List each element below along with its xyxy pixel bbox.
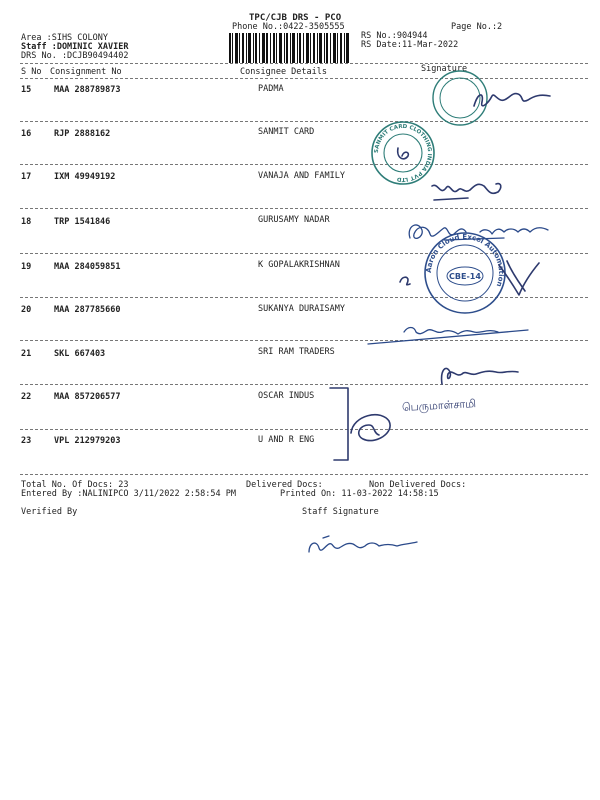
- row-consignee: SANMIT CARD: [258, 127, 315, 137]
- mark-row-19: [396, 272, 416, 288]
- row-consignment: TRP 1541846: [54, 217, 111, 227]
- row-consignee: U AND R ENG: [258, 435, 315, 445]
- row-sno: 23: [21, 436, 32, 446]
- signature-row-23: [345, 405, 415, 455]
- row-sno: 22: [21, 392, 32, 402]
- signature-row-15: [470, 84, 560, 114]
- header-rule-top: [20, 63, 588, 64]
- staff-signature-mark: [305, 532, 445, 562]
- header-rule-bottom: [20, 78, 588, 79]
- row-consignee: SUKANYA DURAISAMY: [258, 304, 345, 314]
- rs-number: RS No.:904944: [361, 31, 428, 41]
- signature-row-20: [368, 318, 538, 348]
- row-consignment: MAA 288789873: [54, 85, 121, 95]
- barcode: [229, 33, 349, 63]
- row-consignee: SRI RAM TRADERS: [258, 347, 335, 357]
- total-docs: Total No. Of Docs: 23: [21, 480, 129, 490]
- signature-row-22-tamil: பெருமாள்சாமி: [401, 397, 477, 414]
- row-sno: 18: [21, 217, 32, 227]
- sanmit-stamp-text: SANMIT CARD CLOTHING INDIA PVT LTD: [373, 123, 433, 183]
- row-sno: 21: [21, 349, 32, 359]
- row-consignee: PADMA: [258, 84, 284, 94]
- row-consignment: VPL 212979203: [54, 436, 121, 446]
- row-divider: [20, 429, 588, 430]
- printed-on: Printed On: 11-03-2022 14:58:15: [280, 489, 439, 499]
- area-label: Area :SIHS COLONY: [21, 33, 108, 43]
- table-bottom-rule: [20, 474, 588, 475]
- row-consignment: IXM 49949192: [54, 172, 116, 182]
- drs-code: TPC/CJB DRS - PCO: [249, 13, 342, 23]
- row-sno: 16: [21, 129, 32, 139]
- non-delivered-docs: Non Delivered Docs:: [369, 480, 467, 490]
- rs-date: RS Date:11-Mar-2022: [361, 40, 459, 50]
- row-consignee: VANAJA AND FAMILY: [258, 171, 345, 181]
- cbe-stamp-ring-text: Aaron Cloud Excel Automation: [424, 232, 506, 288]
- row-sno: 19: [21, 262, 32, 272]
- row-sno: 17: [21, 172, 32, 182]
- row-consignment: MAA 857206577: [54, 392, 121, 402]
- row-consignment: RJP 2888162: [54, 129, 111, 139]
- col-sno: S No: [21, 67, 42, 77]
- row-divider: [20, 208, 588, 209]
- col-consignee: Consignee Details: [240, 67, 327, 77]
- staff-label: Staff :DOMINIC XAVIER: [21, 42, 129, 52]
- phone-number: Phone No.:0422-3505555: [232, 22, 345, 32]
- signature-row-17: [428, 176, 528, 206]
- row-consignment: MAA 284059851: [54, 262, 121, 272]
- col-consignment: Consignment No: [50, 67, 122, 77]
- staff-signature-label: Staff Signature: [302, 507, 379, 517]
- row-divider: [20, 164, 588, 165]
- signature-row-19: [495, 255, 545, 305]
- row-consignment: SKL 667403: [54, 349, 106, 359]
- row-sno: 20: [21, 305, 32, 315]
- row-consignment: MAA 287785660: [54, 305, 121, 315]
- delivered-docs: Delivered Docs:: [246, 480, 323, 490]
- row-divider: [20, 121, 588, 122]
- row-consignee: GURUSAMY NADAR: [258, 215, 330, 225]
- col-signature: Signature: [421, 64, 468, 74]
- signature-row-21: [436, 360, 526, 392]
- row-sno: 15: [21, 85, 32, 95]
- cbe-stamp-code: CBE-14: [449, 272, 481, 281]
- drs-number: DRS No. :DCJB90494402: [21, 51, 129, 61]
- page-number: Page No.:2: [451, 22, 503, 32]
- verified-by: Verified By: [21, 507, 78, 517]
- entered-by: Entered By :NALINIPCO 3/11/2022 2:58:54 PM: [21, 489, 236, 499]
- row-consignee: K GOPALAKRISHNAN: [258, 260, 340, 270]
- row-consignee: OSCAR INDUS: [258, 391, 315, 401]
